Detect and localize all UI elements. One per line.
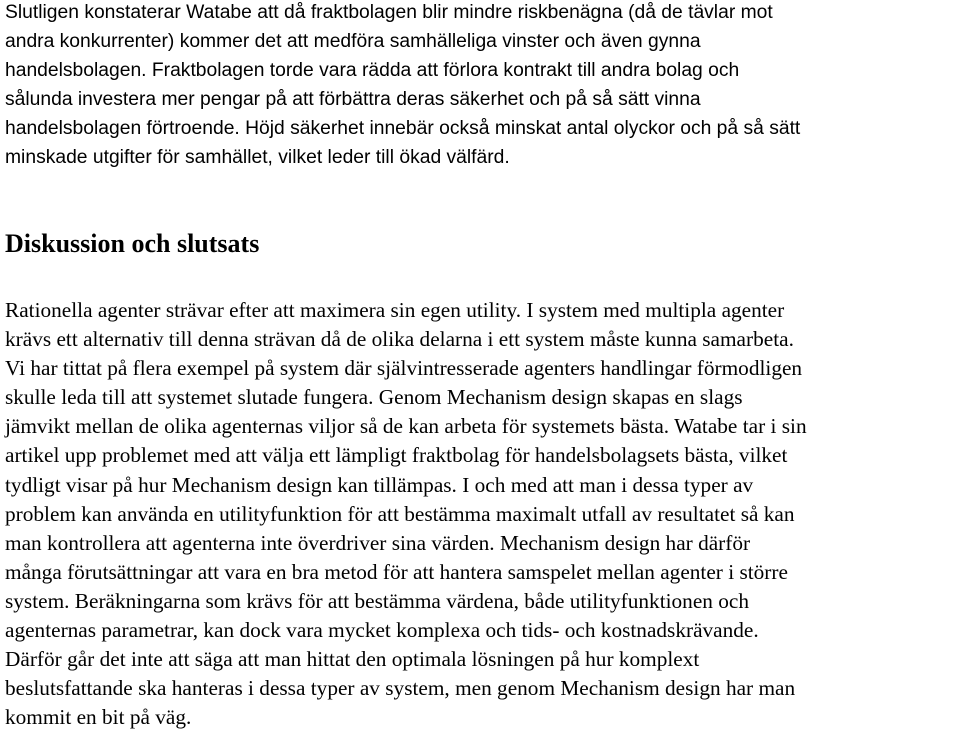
discussion-line: tydligt visar på hur Mechanism design kan tillämpas. I och med att man i dessa typer av [5,472,754,497]
discussion-line: jämvikt mellan de olika agenternas viljor så de kan arbeta för systemets bästa. Watabe tar i sin [5,414,807,439]
discussion-line: Vi har tittat på flera exempel på system där självintresserade agenters handlingar förmodligen [5,356,803,381]
discussion-line: beslutsfattande ska hanteras i dessa typer av system, men genom Mechanism design har man [5,676,796,701]
discussion-line: artikel upp problemet med att välja ett lämpligt fraktbolag för handelsbolagsets bästa, vilket [5,443,788,468]
discussion-line: Därför går det inte att säga att man hittat den optimala lösningen på hur komplext [5,647,700,672]
section-heading: Diskussion och slutsats [5,229,260,258]
intro-line: Slutligen konstaterar Watabe att då fraktbolagen blir mindre riskbenägna (då de tävlar mot [5,2,773,23]
discussion-line: man kontrollera att agenterna inte överdriver sina värden. Mechanism design har därför [5,530,751,555]
discussion-line: krävs ett alternativ till denna strävan då de olika delarna i ett system måste kunna samarbeta. [5,327,794,352]
discussion-line: skulle leda till att systemet slutade fungera. Genom Mechanism design skapas en slags [5,385,743,410]
discussion-line: Rationella agenter strävar efter att maximera sin egen utility. I system med multipla agenter [5,298,785,322]
discussion-line: system. Beräkningarna som krävs för att bestämma värdena, både utilityfunktionen och [5,588,749,613]
intro-line: handelsbolagen. Fraktbolagen torde vara rädda att förlora kontrakt till andra bolag och [5,60,740,81]
discussion-line: problem kan använda en utilityfunktion för att bestämma maximalt utfall av resultatet så kan [5,501,795,526]
intro-line: handelsbolagen förtroende. Höjd säkerhet innebär också minskat antal olyckor och på så sätt [5,118,801,139]
intro-line: minskade utgifter för samhället, vilket leder till ökad välfärd. [5,147,510,168]
intro-line: sålunda investera mer pengar på att förbättra deras säkerhet och på så sätt vinna [5,89,701,110]
discussion-paragraph [5,296,807,732]
discussion-line: många förutsättningar att vara en bra metod för att hantera samspelet mellan agenter i större [5,559,788,584]
intro-paragraph [5,0,800,172]
intro-line: andra konkurrenter) kommer det att medföra samhälleliga vinster och även gynna [5,31,701,52]
discussion-line: agenternas parametrar, kan dock vara mycket komplexa och tids- och kostnadskrävande. [5,618,759,643]
discussion-line: kommit en bit på väg. [5,705,192,730]
